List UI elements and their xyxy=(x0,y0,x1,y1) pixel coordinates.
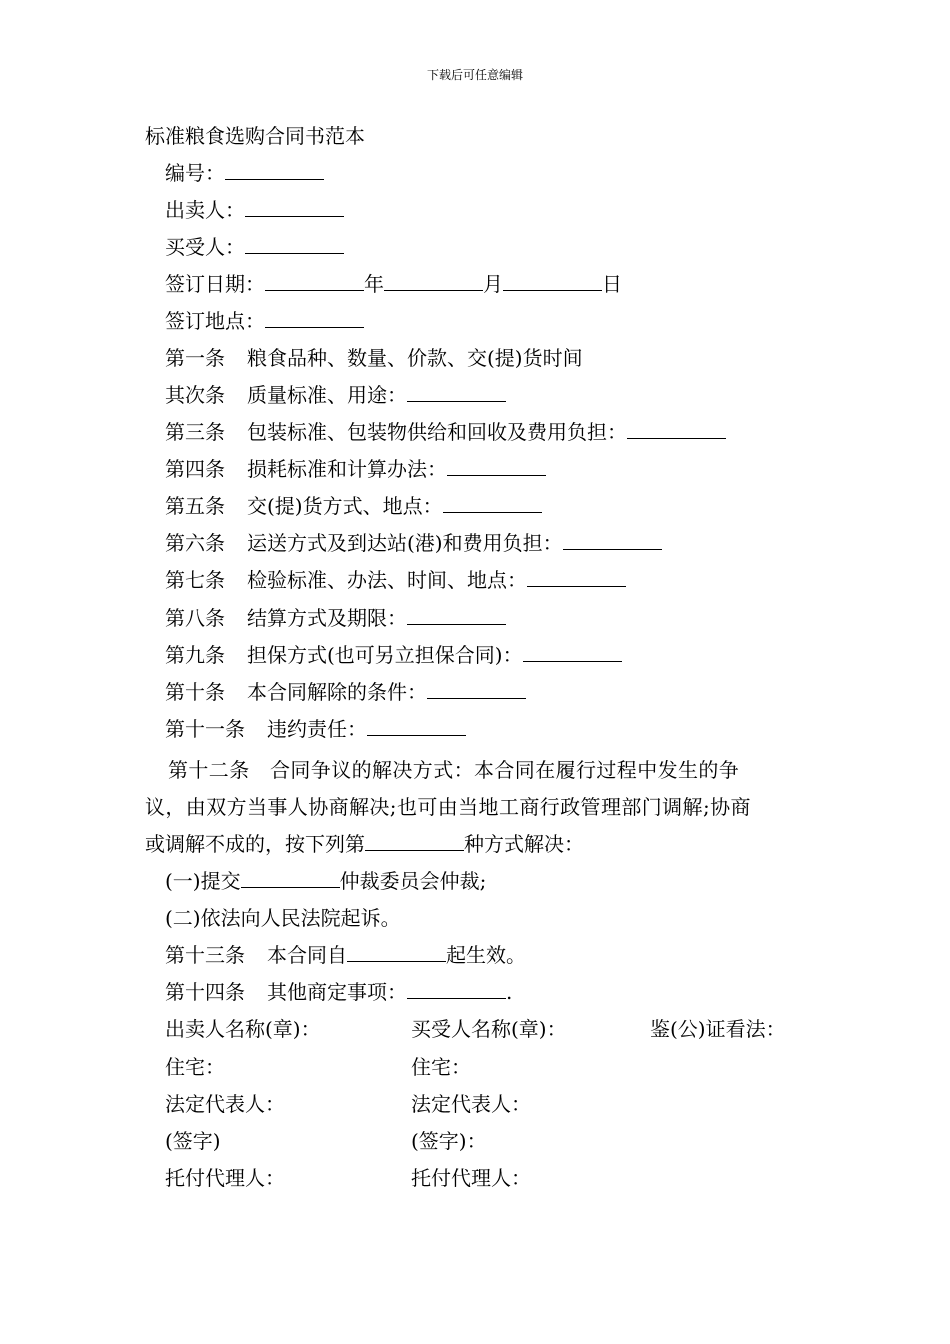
article-number: 第十条 xyxy=(165,680,225,704)
notary-label: 鉴(公)证看法： xyxy=(650,1017,786,1041)
blank-line[interactable] xyxy=(367,717,466,736)
buyer-address-label: 住宅： xyxy=(411,1055,471,1079)
article-number: 第三条 xyxy=(165,420,225,444)
article-number: 第十三条 xyxy=(165,943,245,967)
article-12-line-3 xyxy=(145,830,584,858)
article-number: 第一条 xyxy=(165,346,225,370)
article-number: 第八条 xyxy=(165,606,225,630)
blank-line[interactable] xyxy=(427,680,526,699)
field-seller-label: 出卖人： xyxy=(165,198,245,222)
blank-line[interactable] xyxy=(225,161,324,180)
document-title: 标准粮食选购合同书范本 xyxy=(145,124,365,148)
article-number: 第四条 xyxy=(165,457,225,481)
field-sign-place xyxy=(165,307,364,335)
article-13-text-b: 起生效。 xyxy=(446,943,526,967)
article-1 xyxy=(165,344,583,372)
field-number xyxy=(165,159,324,187)
article-text: 本合同解除的条件： xyxy=(247,680,427,704)
year-label: 年 xyxy=(364,272,384,296)
seller-rep-label: 法定代表人： xyxy=(165,1092,285,1116)
article-12-line-2: 议，由双方当事人协商解决;也可由当地工商行政管理部门调解;协商 xyxy=(145,795,751,819)
blank-line[interactable] xyxy=(347,943,446,962)
article-number: 第九条 xyxy=(165,643,225,667)
option-2: (二)依法向人民法院起诉。 xyxy=(165,906,401,930)
page-header: 下载后可任意编辑 xyxy=(426,68,523,82)
article-11 xyxy=(165,715,466,743)
article-text: 质量标准、用途： xyxy=(247,383,407,407)
article-number: 第十四条 xyxy=(165,980,245,1004)
article-12-text-b: 种方式解决： xyxy=(464,832,584,856)
blank-line[interactable] xyxy=(407,383,506,402)
article-text: 损耗标准和计算办法： xyxy=(247,457,447,481)
blank-line[interactable] xyxy=(627,420,726,439)
article-number: 第七条 xyxy=(165,568,225,592)
article-6 xyxy=(165,529,662,557)
blank-line[interactable] xyxy=(365,832,464,851)
field-sign-date-label: 签订日期： xyxy=(165,272,265,296)
article-13 xyxy=(165,941,526,969)
article-8 xyxy=(165,604,506,632)
article-text: 运送方式及到达站(港)和费用负担： xyxy=(247,531,563,555)
blank-line[interactable] xyxy=(527,568,626,587)
field-sign-place-label: 签订地点： xyxy=(165,309,265,333)
article-9 xyxy=(165,641,622,669)
day-label: 日 xyxy=(602,272,622,296)
article-3 xyxy=(165,418,726,446)
article-number: 第五条 xyxy=(165,494,225,518)
blank-line[interactable] xyxy=(265,272,364,291)
blank-line[interactable] xyxy=(447,457,546,476)
field-number-label: 编号： xyxy=(165,161,225,185)
article-text: 粮食品种、数量、价款、交(提)货时间 xyxy=(247,346,583,370)
article-number: 其次条 xyxy=(165,383,225,407)
field-sign-date xyxy=(165,270,622,298)
article-text: 违约责任： xyxy=(267,717,367,741)
blank-line[interactable] xyxy=(523,643,622,662)
buyer-name-label: 买受人名称(章)： xyxy=(411,1017,567,1041)
article-text: 结算方式及期限： xyxy=(247,606,407,630)
article-text: 担保方式(也可另立担保合同)： xyxy=(247,643,523,667)
article-text: 检验标准、办法、时间、地点： xyxy=(247,568,527,592)
article-14-text-b: . xyxy=(506,980,513,1004)
blank-line[interactable] xyxy=(407,980,506,999)
field-buyer xyxy=(165,233,344,261)
field-buyer-label: 买受人： xyxy=(165,235,245,259)
option-1-text-a: (一)提交 xyxy=(165,869,241,893)
blank-line[interactable] xyxy=(443,494,542,513)
article-7 xyxy=(165,566,626,594)
blank-line[interactable] xyxy=(245,198,344,217)
seller-name-label: 出卖人名称(章)： xyxy=(165,1017,321,1041)
blank-line[interactable] xyxy=(503,272,602,291)
field-seller xyxy=(165,196,344,224)
article-5 xyxy=(165,492,542,520)
seller-sign-label: (签字) xyxy=(165,1129,221,1153)
blank-line[interactable] xyxy=(245,235,344,254)
option-1 xyxy=(165,867,486,895)
article-number: 第六条 xyxy=(165,531,225,555)
article-number: 第十一条 xyxy=(165,717,245,741)
blank-line[interactable] xyxy=(265,309,364,328)
article-12-text-a: 或调解不成的，按下列第 xyxy=(145,832,365,856)
buyer-rep-label: 法定代表人： xyxy=(411,1092,531,1116)
seller-address-label: 住宅： xyxy=(165,1055,225,1079)
article-13-text-a: 本合同自 xyxy=(267,943,347,967)
blank-line[interactable] xyxy=(407,606,506,625)
article-text: 交(提)货方式、地点： xyxy=(247,494,443,518)
seller-agent-label: 托付代理人： xyxy=(165,1166,285,1190)
article-2 xyxy=(165,381,506,409)
buyer-agent-label: 托付代理人： xyxy=(411,1166,531,1190)
blank-line[interactable] xyxy=(241,869,340,888)
article-14 xyxy=(165,978,512,1006)
article-14-text-a: 其他商定事项： xyxy=(267,980,407,1004)
blank-line[interactable] xyxy=(563,531,662,550)
article-4 xyxy=(165,455,546,483)
blank-line[interactable] xyxy=(384,272,483,291)
option-1-text-b: 仲裁委员会仲裁; xyxy=(339,869,487,893)
month-label: 月 xyxy=(483,272,503,296)
article-10 xyxy=(165,678,526,706)
article-12-line-1: 第十二条 合同争议的解决方式：本合同在履行过程中发生的争 xyxy=(168,758,740,782)
buyer-sign-label: (签字)： xyxy=(411,1129,487,1153)
article-text: 包装标准、包装物供给和回收及费用负担： xyxy=(247,420,627,444)
